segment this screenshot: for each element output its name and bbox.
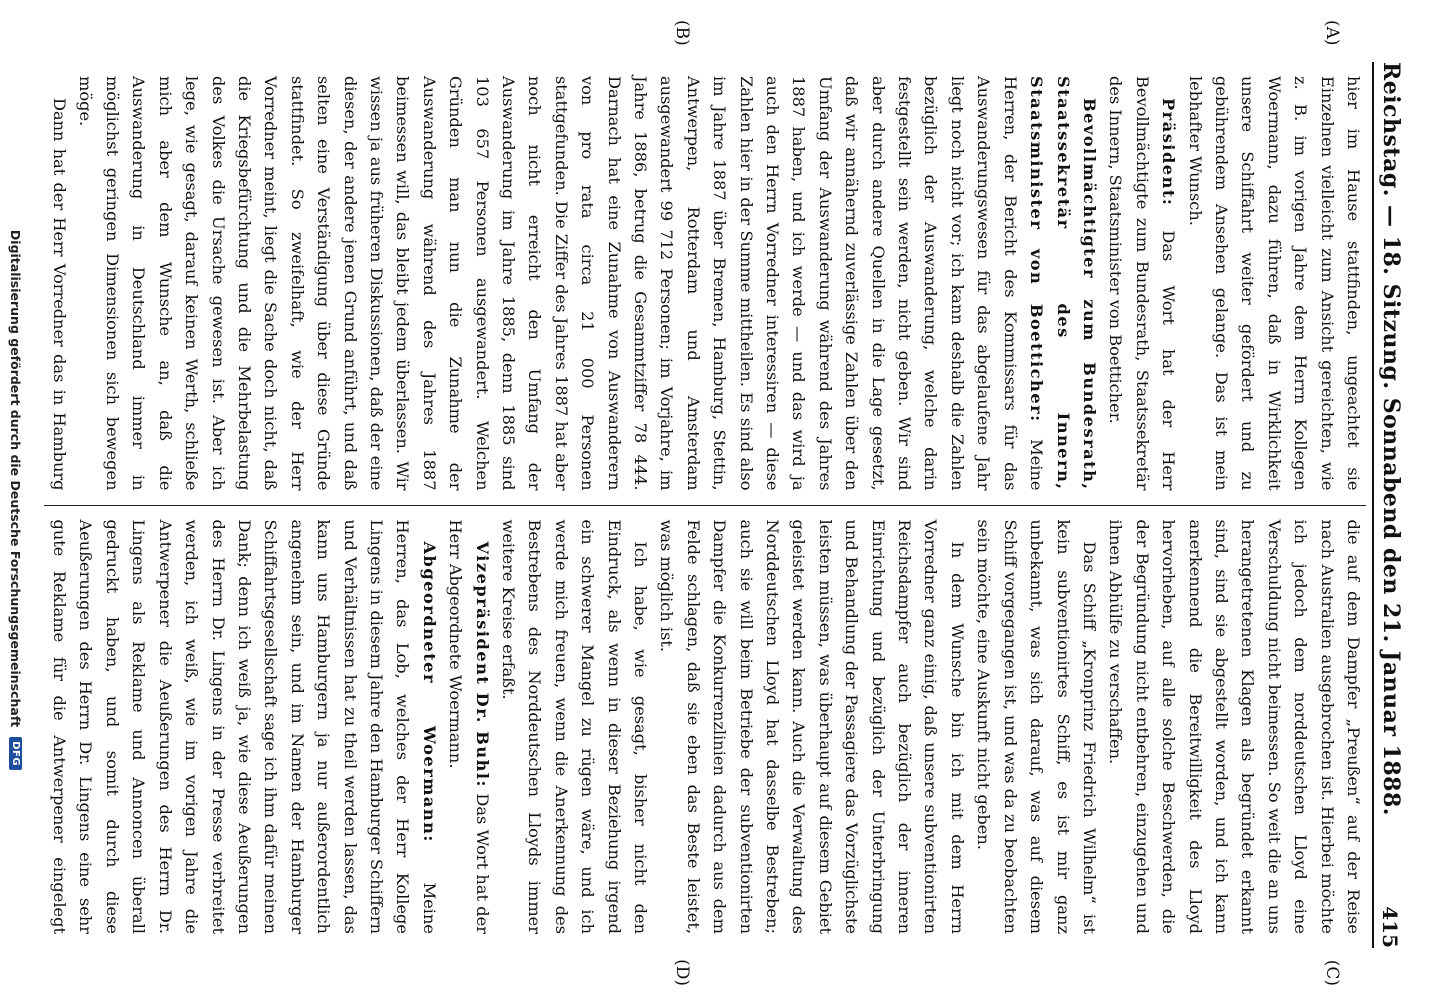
left-column (44, 62, 1366, 506)
running-head (1372, 62, 1418, 948)
speech (72, 76, 1102, 491)
speaker-name: Präsident: (1159, 98, 1179, 207)
speech (44, 520, 442, 935)
margin-marker-b: (B) (672, 20, 692, 46)
speaker-name: Bevollmächtigter zum Bundesrath, Staatssekretär des Innern, Staatsminister von Boetticher: (1027, 76, 1099, 491)
margin-marker-c: (C) (1322, 959, 1342, 986)
speech-text: Meine Herren, das Lob, welches der Herr Kollege Lingens in diesem Jahre den Hamburger Schiffern und Verhältnissen hat zu theil werden lassen, das kann uns Hamburgern ja nur außerordentlich angenehm sein, und im Namen der Hamburger Schiffahrtsgesellschaft sage ich ihm dafür meinen Dank; denn ich weiß ja, wie diese Aeußerungen des Herrn Dr. Lingens in der Presse verbreitet werden, ich weiß, wie im vorigen Jahre die Antwerpener die Aeußerungen des Herrn Dr. Lingens als Reklame und Annoncen überall gedruckt haben, und somit durch diese Aeußerungen des Herrn Dr. Lingens eine sehr gute Reklame für die Antwerpener eingelegt (50, 519, 439, 934)
speech-text: Das Wort hat der Herr Bevollmächtigte zum Bundesrath, Staatssekretär des Innern, Staatsminister von Boetticher. (1106, 76, 1179, 491)
margin-marker-a: (A) (1322, 20, 1342, 46)
paragraph: Ich habe, wie gesagt, bisher nicht den Eindruck, als wenn in dieser Beziehung irgend ein schwerer Mangel zu rügen wäre, und ich werde mich freuen, wenn die Anerkennung des Bestrebens des Norddeutschen Lloyds immer weitere Kreise erfaßt. (499, 519, 651, 934)
right-column (44, 506, 1366, 949)
page-number: 415 (1378, 906, 1402, 948)
paragraph: In dem Wunsche bin ich mit dem Herrn Vorredner ganz einig, daß unsere subventionirten Reichsdampfer auch bezüglich der inneren Einrichtung und bezüglich der Unterbringung und Behandlung der Passagiere das Vorzüglichste leisten müssen, was überhaupt auf diesem Gebiet geleistet werden kann. Auch die Verwaltung des Norddeutschen Lloyd hat dasselbe Bestreben; auch sie will beim Betriebe der subventionirten Dampfer die Konkurrenzlinien dadurch aus dem Felde schlagen, daß sie eben das Beste leistet, was möglich ist. (657, 519, 967, 934)
running-head-title: Reichstag. — 18. Sitzung. Sonnabend den 21. Januar 1888. (1378, 62, 1404, 816)
text-columns (44, 62, 1366, 948)
margin-marker-d: (D) (672, 959, 692, 986)
dfg-logo: DFG (10, 737, 23, 770)
speech (442, 520, 495, 935)
paragraph: Das Schiff „Kronprinz Friedrich Wilhelm“ ist kein subventionirtes Schiff, es ist mir ganz unbekannt, was sich darauf, was auf diesem Schiff vorgegangen ist, und was da zu beobachten sein möchte, eine Auskunft nicht geben. (974, 519, 1099, 934)
speaker-name: Abgeordneter Woermann: (419, 541, 439, 843)
paragraph: die auf dem Dampfer „Preußen“ auf der Reise nach Australien ausgebrochen ist. Hierbei möchte ich jedoch dem norddeutschen Lloyd eine Verschuldung nicht beimessen. So weit die an uns herangetretenen Klagen als begründet erkannt sind, sind sie abgestellt worden, und ich kann anerkennend die Bereitwilligkeit des Lloyd hervorheben, auf alle solche Beschwerden, die der Begründung nicht entbehren, einzugehen und ihnen Abhülfe zu verschaffen. (1106, 519, 1363, 934)
paragraph: Dann hat der Herr Vorredner das in Hamburg (50, 98, 70, 491)
digitization-credit-text: Digitalisierung gefördert durch die Deutsche Forschungsgemeinschaft (8, 229, 24, 728)
speech (1102, 76, 1181, 491)
digitization-credit (2, 0, 30, 1000)
speech-text: Das Wort hat der Herr Abgeordnete Woermann. (446, 519, 492, 934)
paragraph: hier im Hause stattfinden, ungeachtet sie Einzelnen vielleicht zum Ansicht gereichten, wie z. B. im vorigen Jahre dem Herrn Kollegen Woermann, dazu führen, daß in Wirklichkeit unsere Schiffahrt weiter gefördert und zu gebührendem Ansehen gelange. Das ist mein lebhafter Wunsch. (1185, 76, 1363, 491)
speech-text: Meine Herren, der Bericht des Kommissars für das Auswanderungswesen für das abgelaufene Jahr liegt noch nicht vor; ich kann deshalb die Zahlen bezüglich der Auswanderung, welche darin festgestellt sein werden, nicht geben. Wir sind aber durch andere Quellen in die Lage gesetzt, daß wir annähernd zuverlässige Zahlen über den Umfang der Auswanderung während des Jahres 1887 haben, und ich werde — und das wird ja auch den Herrn Vorredner interessiren — diese Zahlen hier in der Summe mittheilen. Es sind also im Jahre 1887 über Bremen, Hamburg, Stettin, Antwerpen, Rotterdam und Amsterdam ausgewandert 99 712 Personen; im Vorjahre, im Jahre 1886, betrug die Gesammtziffer 78 444. Darnach hat eine Zunahme von Auswanderern von pro rata circa 21 000 Personen stattgefunden. Die Ziffer des Jahres 1887 hat aber noch nicht erreicht den Umfang der Auswanderung im Jahre 1885, denn 1885 sind 103 657 Personen ausgewandert. Welchen Gründen man nun die Zunahme der Auswanderung während des Jahres 1887 beimessen will, das bleibt jedem überlassen. Wir wissen ja aus früheren Diskussionen, daß der eine diesen, der andere jenen Grund anführt, und daß selten eine Verständigung über diese Gründe stattfindet. So zweifelhaft, wie der Herr Vorredner meint, liegt die Sache doch nicht, daß die Kriegsbefürchtung und die Mehrbelastung des Volkes die Ursache gewesen ist. Aber ich lege, wie gesagt, darauf keinen Werth, schließe mich aber dem Wunsche an, daß die Auswanderung in Deutschland immer in möglichst geringen Dimensionen sich bewegen möge. (76, 76, 1047, 491)
speaker-name: Vizepräsident Dr. Buhl: (472, 541, 492, 789)
